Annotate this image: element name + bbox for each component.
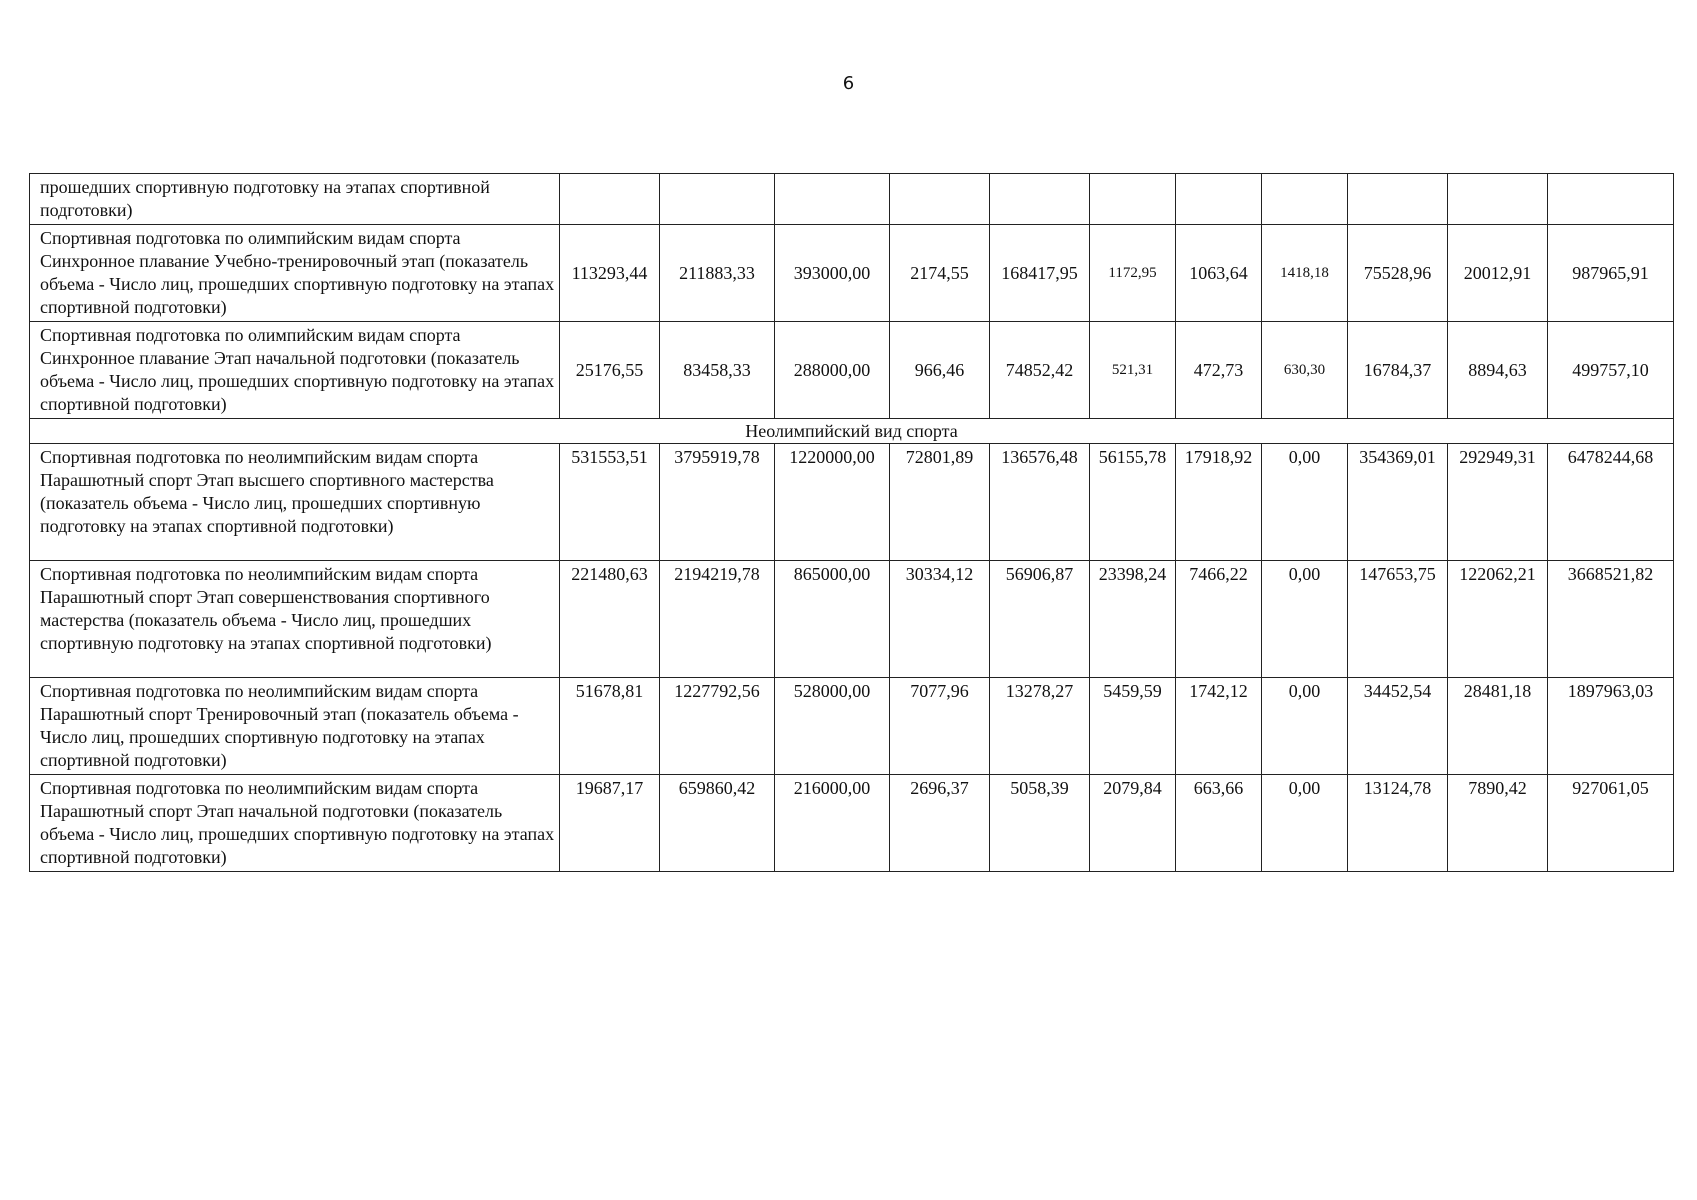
table-row: [30, 775, 1674, 872]
cell-value: 13124,78: [1348, 775, 1448, 872]
cell-value: 1220000,00: [775, 444, 890, 561]
cell-value: 25176,55: [560, 322, 660, 419]
page-number: 6: [842, 73, 855, 94]
cell-value: 83458,33: [660, 322, 775, 419]
cell-value: 211883,33: [660, 225, 775, 322]
cell-value: 472,73: [1176, 322, 1262, 419]
cell-value: 6478244,68: [1548, 444, 1674, 561]
cell-value: 75528,96: [1348, 225, 1448, 322]
cell-value: [890, 174, 990, 225]
section-title: Неолимпийский вид спорта: [30, 419, 1674, 444]
row-description: Спортивная подготовка по неолимпийским видам спорта Парашютный спорт Этап начальной подготовки (показатель объема - Число лиц, прошедших спортивную подготовку на этапах спортивной подготовки): [30, 775, 560, 872]
cell-value: 5459,59: [1090, 678, 1176, 775]
cell-value: 168417,95: [990, 225, 1090, 322]
row-description: прошедших спортивную подготовку на этапах спортивной подготовки): [30, 174, 560, 225]
table-row: [30, 322, 1674, 419]
cell-value: 51678,81: [560, 678, 660, 775]
cell-value: 927061,05: [1548, 775, 1674, 872]
cell-value: 5058,39: [990, 775, 1090, 872]
row-description: Спортивная подготовка по олимпийским видам спорта Синхронное плавание Этап начальной подготовки (показатель объема - Число лиц, прошедших спортивную подготовку на этапах спортивной подготовки): [30, 322, 560, 419]
cell-value: 2079,84: [1090, 775, 1176, 872]
cell-value: 7077,96: [890, 678, 990, 775]
cell-value: 56155,78: [1090, 444, 1176, 561]
cell-value: 0,00: [1262, 678, 1348, 775]
cell-value: 528000,00: [775, 678, 890, 775]
row-description: Спортивная подготовка по неолимпийским видам спорта Парашютный спорт Этап совершенствования спортивного мастерства (показатель объема - Число лиц, прошедших спортивную подготовку на этапах спортивной подготовки): [30, 561, 560, 678]
cell-value: 1172,95: [1090, 225, 1176, 322]
cell-value: 2194219,78: [660, 561, 775, 678]
section-row: [30, 419, 1674, 444]
cell-value: 122062,21: [1448, 561, 1548, 678]
cell-value: 34452,54: [1348, 678, 1448, 775]
cell-value: [990, 174, 1090, 225]
cell-value: 19687,17: [560, 775, 660, 872]
cell-value: 1742,12: [1176, 678, 1262, 775]
cell-value: [1348, 174, 1448, 225]
cell-value: 3668521,82: [1548, 561, 1674, 678]
cell-value: 2174,55: [890, 225, 990, 322]
cell-value: [660, 174, 775, 225]
cell-value: 74852,42: [990, 322, 1090, 419]
row-description: Спортивная подготовка по неолимпийским видам спорта Парашютный спорт Тренировочный этап (показатель объема - Число лиц, прошедших спортивную подготовку на этапах спортивной подготовки): [30, 678, 560, 775]
cell-value: 72801,89: [890, 444, 990, 561]
cell-value: 1418,18: [1262, 225, 1348, 322]
cell-value: 20012,91: [1448, 225, 1548, 322]
cell-value: 499757,10: [1548, 322, 1674, 419]
cell-value: 0,00: [1262, 775, 1348, 872]
row-description: Спортивная подготовка по неолимпийским видам спорта Парашютный спорт Этап высшего спортивного мастерства (показатель объема - Число лиц, прошедших спортивную подготовку на этапах спортивной подготовки): [30, 444, 560, 561]
cell-value: 3795919,78: [660, 444, 775, 561]
table-row: [30, 444, 1674, 561]
cell-value: 7890,42: [1448, 775, 1548, 872]
cell-value: 8894,63: [1448, 322, 1548, 419]
cell-value: 23398,24: [1090, 561, 1176, 678]
cell-value: 0,00: [1262, 561, 1348, 678]
cell-value: 0,00: [1262, 444, 1348, 561]
budget-table: [29, 173, 1674, 872]
cell-value: 521,31: [1090, 322, 1176, 419]
cell-value: 30334,12: [890, 561, 990, 678]
cell-value: 865000,00: [775, 561, 890, 678]
cell-value: 2696,37: [890, 775, 990, 872]
row-description: Спортивная подготовка по олимпийским видам спорта Синхронное плавание Учебно-тренировочный этап (показатель объема - Число лиц, прошедших спортивную подготовку на этапах спортивной подготовки): [30, 225, 560, 322]
cell-value: [1090, 174, 1176, 225]
cell-value: 987965,91: [1548, 225, 1674, 322]
cell-value: [560, 174, 660, 225]
table-row: [30, 174, 1674, 225]
cell-value: 292949,31: [1448, 444, 1548, 561]
cell-value: 354369,01: [1348, 444, 1448, 561]
cell-value: 393000,00: [775, 225, 890, 322]
table-row: [30, 678, 1674, 775]
cell-value: 113293,44: [560, 225, 660, 322]
cell-value: 216000,00: [775, 775, 890, 872]
table-row: [30, 225, 1674, 322]
cell-value: [1548, 174, 1674, 225]
cell-value: 659860,42: [660, 775, 775, 872]
cell-value: 28481,18: [1448, 678, 1548, 775]
cell-value: 1063,64: [1176, 225, 1262, 322]
cell-value: 663,66: [1176, 775, 1262, 872]
cell-value: 288000,00: [775, 322, 890, 419]
cell-value: 16784,37: [1348, 322, 1448, 419]
cell-value: 56906,87: [990, 561, 1090, 678]
cell-value: 7466,22: [1176, 561, 1262, 678]
cell-value: 17918,92: [1176, 444, 1262, 561]
cell-value: 13278,27: [990, 678, 1090, 775]
cell-value: 147653,75: [1348, 561, 1448, 678]
cell-value: [1262, 174, 1348, 225]
cell-value: 630,30: [1262, 322, 1348, 419]
cell-value: 966,46: [890, 322, 990, 419]
cell-value: 221480,63: [560, 561, 660, 678]
cell-value: 136576,48: [990, 444, 1090, 561]
cell-value: 531553,51: [560, 444, 660, 561]
cell-value: 1227792,56: [660, 678, 775, 775]
table-row: [30, 561, 1674, 678]
cell-value: [1176, 174, 1262, 225]
cell-value: [1448, 174, 1548, 225]
cell-value: [775, 174, 890, 225]
cell-value: 1897963,03: [1548, 678, 1674, 775]
